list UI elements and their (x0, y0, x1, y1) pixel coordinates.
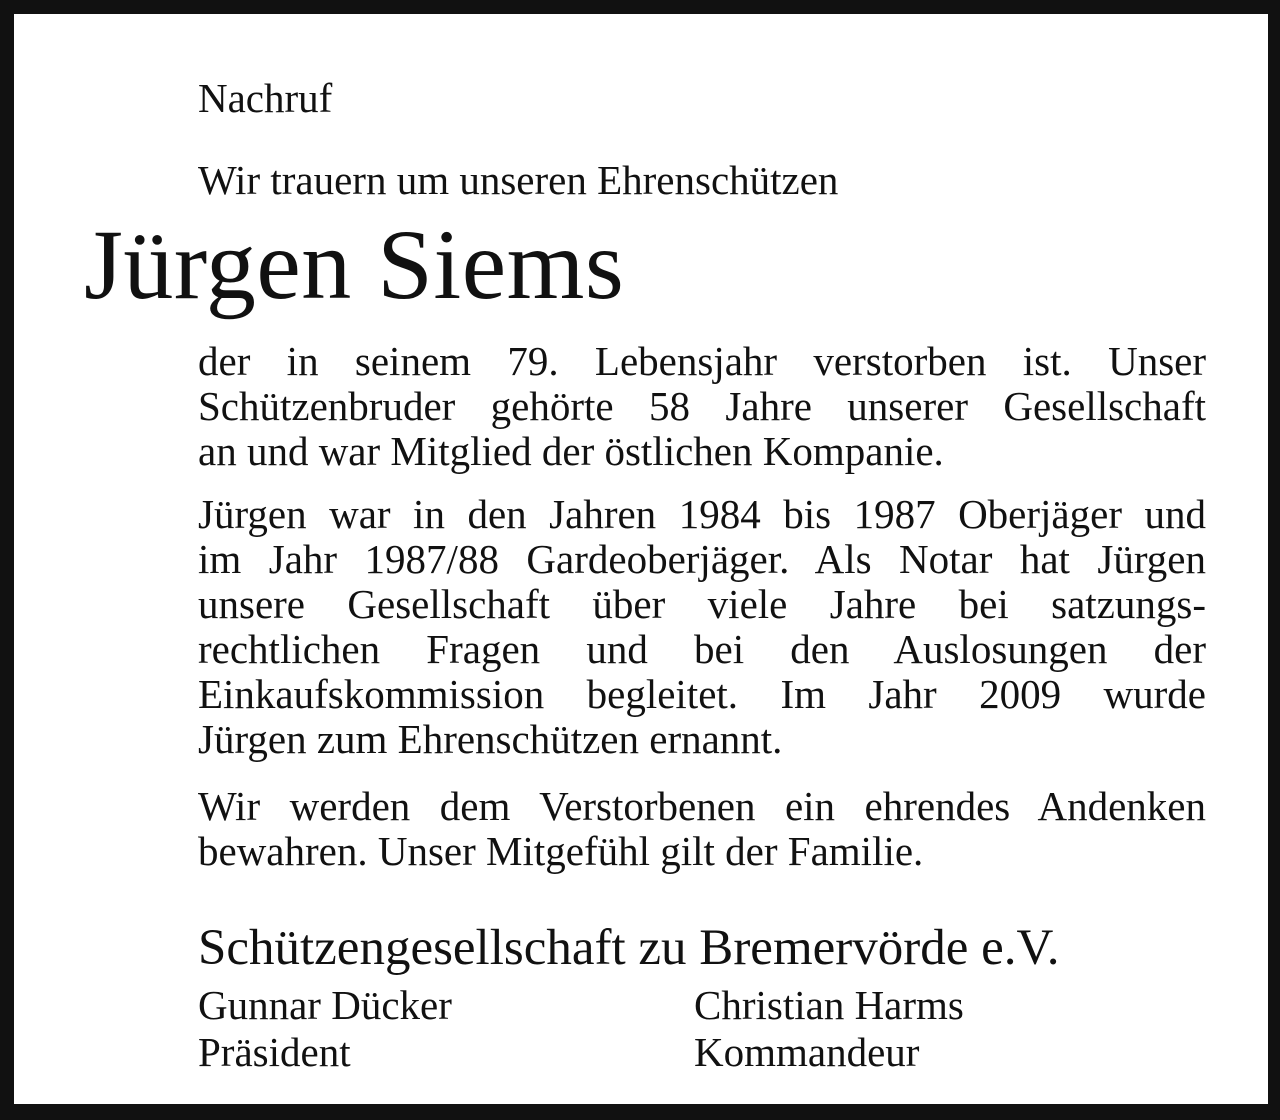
paragraph-3 (198, 784, 1206, 874)
paragraph-line: Jürgen war in den Jahren 1984 bis 1987 Oberjäger und (198, 491, 1206, 537)
signatory-role: Kommandeur (694, 1029, 920, 1075)
signatory-role: Präsident (198, 1029, 351, 1075)
paragraph-line: unsere Gesellschaft über viele Jahre bei satzungs- (198, 581, 1206, 627)
society-name: Schützengesellschaft zu Bremervörde e.V. (198, 920, 1060, 976)
signatory-right (694, 982, 964, 1076)
paragraph-line: Wir werden dem Verstorbenen ein ehrendes Andenken (198, 783, 1206, 829)
paragraph-1 (198, 339, 1206, 474)
paragraph-line: an und war Mitglied der östlichen Kompanie. (198, 428, 944, 474)
intro-line: Wir trauern um unseren Ehrenschützen (198, 157, 839, 203)
notice-heading: Nachruf (198, 75, 333, 121)
signatory-name: Gunnar Dücker (198, 982, 452, 1028)
signatory-name: Christian Harms (694, 982, 964, 1028)
paragraph-2 (198, 492, 1206, 762)
paragraph-line: bewahren. Unser Mitgefühl gilt der Familie. (198, 828, 924, 874)
paragraph-line: Schützenbruder gehörte 58 Jahre unserer Gesellschaft (198, 383, 1206, 429)
signatory-left (198, 982, 452, 1076)
paragraph-line: im Jahr 1987/88 Gardeoberjäger. Als Notar hat Jürgen (198, 536, 1206, 582)
paragraph-line: Jürgen zum Ehrenschützen ernannt. (198, 716, 783, 762)
paragraph-line: Einkaufskommission begleitet. Im Jahr 2009 wurde (198, 671, 1206, 717)
paragraph-line: rechtlichen Fragen und bei den Auslosungen der (198, 626, 1206, 672)
paragraph-line: der in seinem 79. Lebensjahr verstorben ist. Unser (198, 338, 1206, 384)
deceased-name: Jürgen Siems (84, 209, 625, 320)
